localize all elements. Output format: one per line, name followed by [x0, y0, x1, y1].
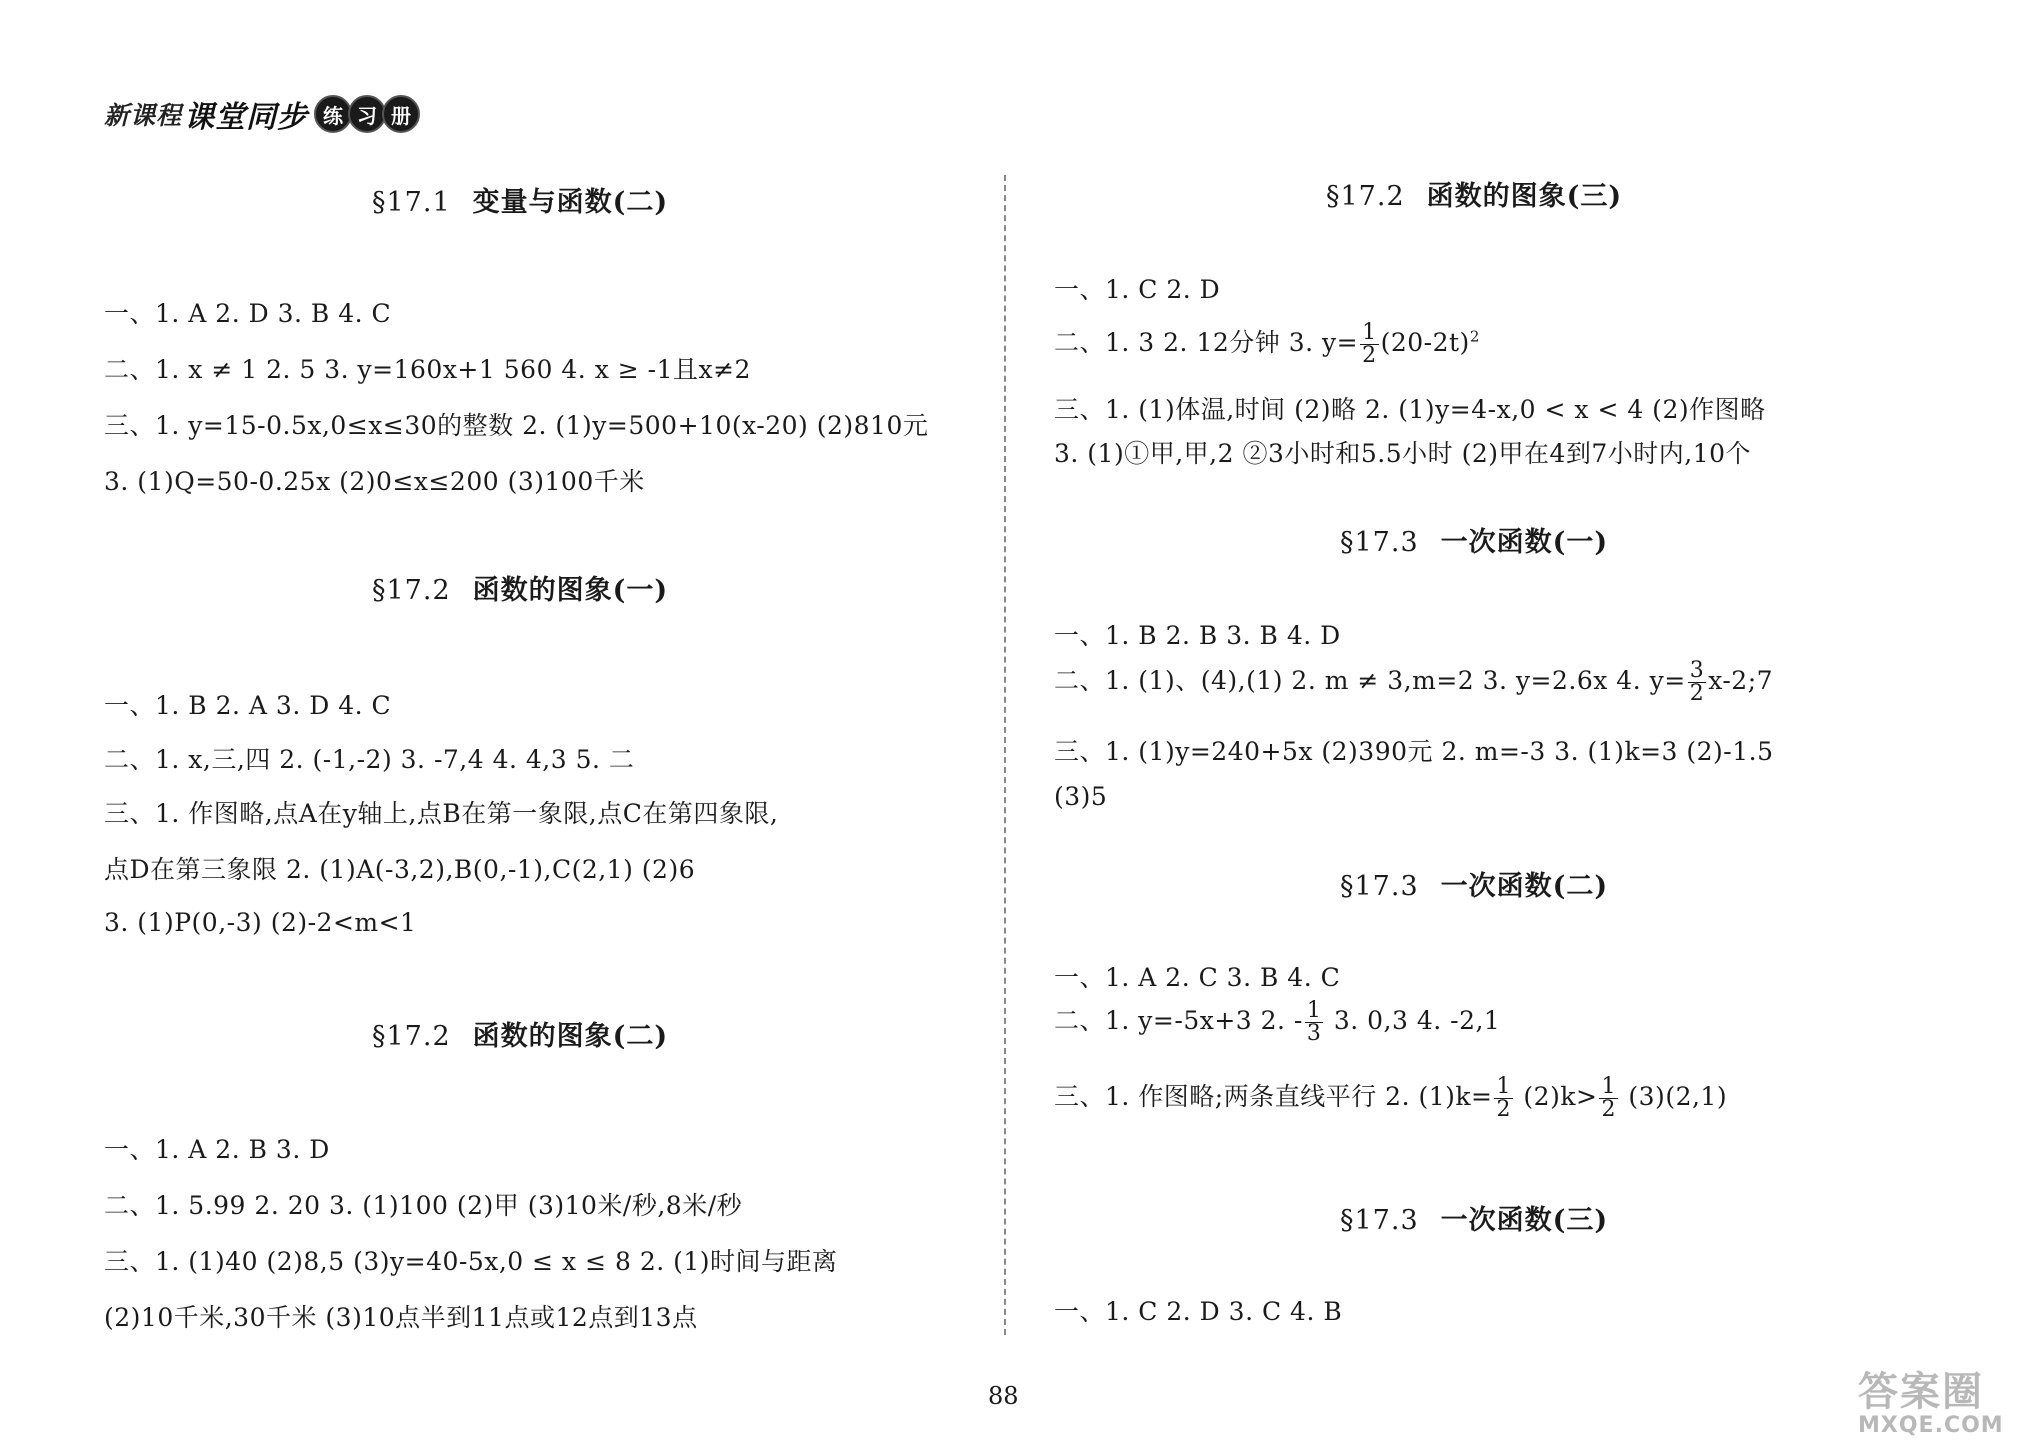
answer-line: (3)5 — [1054, 782, 1108, 811]
watermark-logo — [1858, 1360, 2018, 1448]
answer-line: 一、1. C 2. D 3. C 4. B — [1054, 1297, 1343, 1326]
header-title: 课堂同步 — [184, 100, 309, 135]
answer-line: 三、1. 作图略,点A在y轴上,点B在第一象限,点C在第四象限, — [104, 799, 779, 828]
section-title: §17.2 函数的图象(一) — [372, 575, 669, 606]
answer-line: 二、1. x,三,四 2. (-1,-2) 3. -7,4 4. 4,3 5. 二 — [104, 745, 635, 774]
answer-line: 二、1. x ≠ 1 2. 5 3. y=160x+1 560 4. x ≥ -1且x≠2 — [104, 355, 751, 384]
answer-line: 三、1. (1)40 (2)8,5 (3)y=40-5x,0 ≤ x ≤ 8 2. (1)时间与距离 — [104, 1247, 838, 1276]
section-title: §17.2 函数的图象(二) — [372, 1021, 669, 1052]
section-title: §17.2 函数的图象(三) — [1326, 181, 1623, 212]
answer-line: 二、1. 3 2. 12分钟 3. y= $\frac{1}{2}$ $(20-2t)^2$ — [1054, 320, 1480, 368]
fraction: $\frac{1}{2}$ — [1601, 1074, 1616, 1122]
section-title: §17.1 变量与函数(二) — [372, 187, 669, 218]
fraction: $\frac{3}{2}$ — [1689, 658, 1705, 706]
answer-line: 一、1. A 2. C 3. B 4. C — [1054, 963, 1341, 992]
answer-line: 三、1. (1)y=240+5x (2)390元 2. m=-3 3. (1)k=3 (2)-1.5 — [1054, 737, 1774, 766]
answer-line: 3. (1)Q=50-0.25x (2)0≤x≤200 (3)100千米 — [104, 467, 645, 496]
answer-line: 三、1. 作图略;两条直线平行 2. (1)k= $\frac{1}{2}$ (2)k> $\frac{1}{2}$ (3)(2,1) — [1054, 1074, 1728, 1122]
book-header — [104, 92, 420, 136]
fraction: $\frac{1}{2}$ — [1362, 320, 1377, 368]
answer-line: 二、1. (1)、(4),(1) 2. m ≠ 3,m=2 3. y=2.6x 4. y= $\frac{3}{2}$ x-2;7 — [1054, 658, 1774, 706]
answer-line: 三、1. y=15-0.5x,0≤x≤30的整数 2. (1)y=500+10(x-20) (2)810元 — [104, 411, 929, 440]
answer-line: 二、1. y=-5x+3 2. - $\frac{1}{3}$ 3. 0,3 4. -2,1 — [1054, 998, 1501, 1046]
watermark-bottom: MXQE.COM — [1858, 1413, 2004, 1438]
watermark-top: 答案圈 — [1858, 1369, 1984, 1415]
header-series: 新课程 — [104, 101, 183, 130]
badge-1: 练 — [314, 95, 352, 133]
answer-line: 二、1. 5.99 2. 20 3. (1)100 (2)甲 (3)10米/秒,8米/秒 — [104, 1191, 743, 1220]
answer-line: 一、1. A 2. D 3. B 4. C — [104, 299, 392, 328]
answer-line: (2)10千米,30千米 (3)10点半到11点或12点到13点 — [104, 1303, 698, 1332]
answer-line: 点D在第三象限 2. (1)A(-3,2),B(0,-1),C(2,1) (2)6 — [104, 855, 696, 884]
section-title: §17.3 一次函数(一) — [1340, 527, 1609, 558]
answer-line: 3. (1)①甲,甲,2 ②3小时和5.5小时 (2)甲在4到7小时内,10个 — [1054, 439, 1752, 468]
column-divider — [1004, 175, 1006, 1335]
answer-line: 三、1. (1)体温,时间 (2)略 2. (1)y=4-x,0 < x < 4 (2)作图略 — [1054, 395, 1766, 424]
badge-2: 习 — [348, 95, 386, 133]
answer-line: 一、1. C 2. D — [1054, 275, 1221, 304]
answer-line: 3. (1)P(0,-3) (2)-2<m<1 — [104, 908, 417, 937]
answer-line: 一、1. A 2. B 3. D — [104, 1135, 330, 1164]
answer-line: 一、1. B 2. A 3. D 4. C — [104, 691, 392, 720]
section-title: §17.3 一次函数(二) — [1340, 871, 1609, 902]
answer-line: 一、1. B 2. B 3. B 4. D — [1054, 621, 1341, 650]
header-badges — [318, 95, 420, 133]
fraction: $\frac{1}{3}$ — [1306, 998, 1322, 1046]
badge-3: 册 — [382, 95, 420, 133]
fraction: $\frac{1}{2}$ — [1496, 1074, 1511, 1122]
page-number: 88 — [988, 1382, 1019, 1410]
section-title: §17.3 一次函数(三) — [1340, 1205, 1609, 1236]
